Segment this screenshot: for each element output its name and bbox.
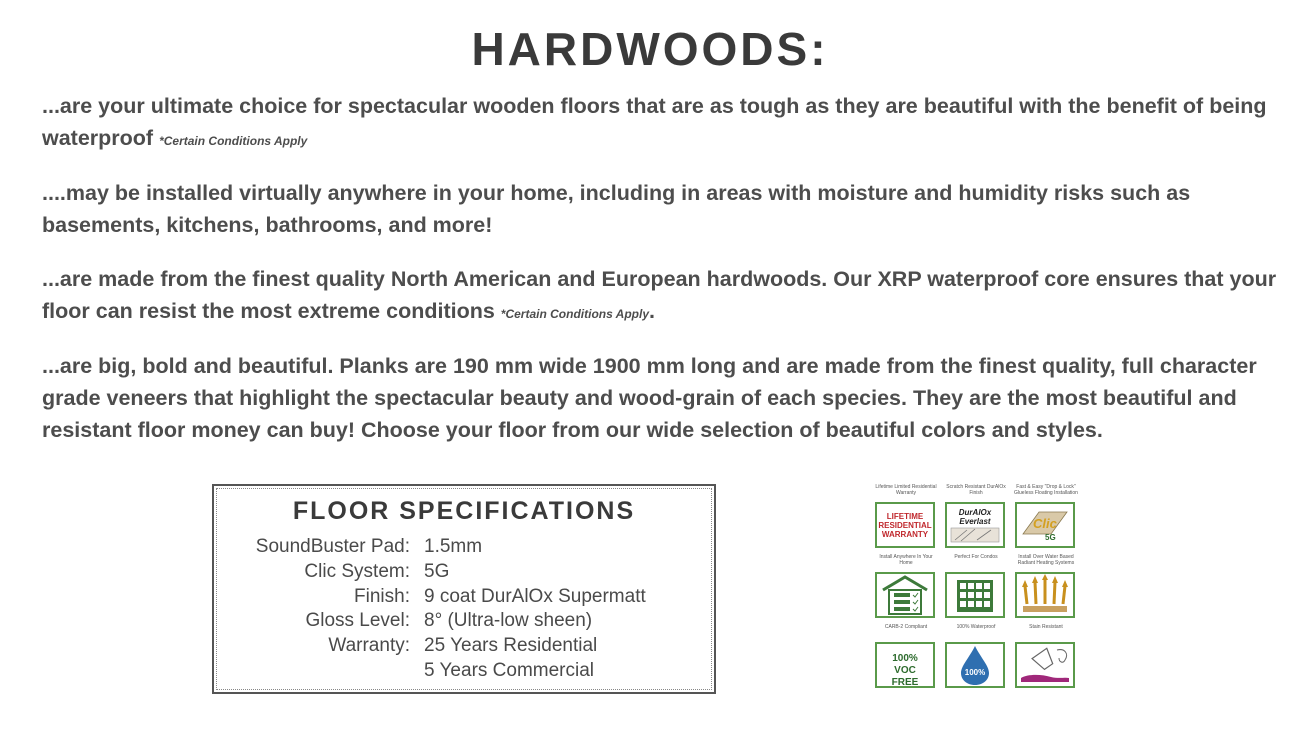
badge-caption: Stain Resistant bbox=[1029, 624, 1063, 630]
clic-icon bbox=[1015, 502, 1075, 548]
conditions-note: *Certain Conditions Apply bbox=[159, 134, 308, 148]
spec-row-clic-system bbox=[214, 561, 714, 586]
water-drop-graphic bbox=[947, 644, 1003, 686]
spec-label: Warranty: bbox=[328, 635, 410, 656]
badge-condos bbox=[942, 554, 1010, 624]
specifications-title: FLOOR SPECIFICATIONS bbox=[292, 497, 636, 525]
badge-icon-text: 100% VOC FREE bbox=[891, 653, 919, 688]
house-graphic bbox=[877, 574, 933, 616]
spec-value: 5 Years Commercial bbox=[424, 660, 595, 681]
heating-graphic bbox=[1017, 574, 1073, 616]
badge-radiant-heating bbox=[1012, 554, 1080, 624]
floor-specifications-box bbox=[212, 484, 716, 694]
badge-icon-text: DurAlOx Everlast bbox=[958, 508, 992, 526]
badge-voc-free bbox=[872, 624, 940, 694]
clic-graphic bbox=[1017, 504, 1073, 546]
paragraph-text: ...are your ultimate choice for spectacular wooden floors that are as tough as they are beautiful with the benefit of being waterproof bbox=[42, 94, 1267, 150]
scratch-graphic bbox=[947, 526, 1003, 546]
spilled-glass-graphic bbox=[1017, 644, 1073, 686]
house-icon bbox=[875, 572, 935, 618]
badge-caption: Install Over Water Based Radiant Heating Systems bbox=[1017, 554, 1075, 566]
badge-caption: 100% Waterproof bbox=[956, 624, 996, 630]
badge-caption: Fast & Easy "Drop & Lock" Glueless Floating Installation bbox=[1014, 484, 1078, 496]
waterproof-icon bbox=[945, 642, 1005, 688]
condo-icon bbox=[945, 572, 1005, 618]
spec-row-warranty-commercial bbox=[214, 660, 714, 685]
spec-label: Gloss Level: bbox=[305, 610, 410, 631]
spec-label: SoundBuster Pad: bbox=[255, 536, 410, 557]
spec-value: 25 Years Residential bbox=[424, 635, 598, 656]
paragraph-finest-quality bbox=[42, 263, 1282, 330]
badge-caption: Install Anywhere In Your Home bbox=[879, 554, 933, 566]
heating-icon bbox=[1015, 572, 1075, 618]
paragraph-big-bold-beautiful bbox=[42, 350, 1282, 446]
spec-value: 9 coat DurAlOx Supermatt bbox=[424, 586, 646, 607]
warranty-icon bbox=[875, 502, 935, 548]
spec-row-finish bbox=[214, 586, 714, 611]
badge-clic bbox=[1012, 484, 1080, 554]
svg-text:5G: 5G bbox=[1045, 533, 1056, 542]
badge-waterproof bbox=[942, 624, 1010, 694]
paragraph-install-anywhere bbox=[42, 177, 1282, 241]
badge-icon-text: 100% bbox=[964, 668, 986, 677]
badge-duralox bbox=[942, 484, 1010, 554]
badge-caption: Scratch Resistant DurAlOx Finish bbox=[946, 484, 1006, 496]
badge-icon-text: LIFETIME RESIDENTIAL WARRANTY bbox=[878, 512, 932, 539]
spec-row-gloss-level bbox=[214, 610, 714, 635]
conditions-note: *Certain Conditions Apply bbox=[500, 307, 650, 321]
condo-graphic bbox=[947, 574, 1003, 616]
paragraph-ultimate-choice bbox=[42, 90, 1282, 157]
spec-row-warranty bbox=[214, 635, 714, 660]
page-title: HARDWOODS: bbox=[471, 23, 829, 75]
badge-install-anywhere bbox=[872, 554, 940, 624]
feature-badges bbox=[870, 484, 1084, 696]
paragraph-text: ...are made from the finest quality North American and European hardwoods. Our XRP waterproof core ensures that your floor can resist the most extreme conditions bbox=[42, 267, 1277, 323]
badge-caption: Lifetime Limited Residential Warranty bbox=[875, 484, 937, 496]
svg-text:Clic: Clic bbox=[1033, 516, 1057, 531]
spec-value: 8° (Ultra-low sheen) bbox=[424, 610, 593, 631]
badge-lifetime-warranty bbox=[872, 484, 940, 554]
spec-value: 5G bbox=[424, 561, 450, 582]
spec-row-soundbuster bbox=[214, 536, 714, 561]
badge-caption: Perfect For Condos bbox=[954, 554, 998, 560]
voc-icon bbox=[875, 642, 935, 688]
paragraph-tail: . bbox=[649, 299, 655, 323]
spec-label: Finish: bbox=[354, 586, 410, 607]
badge-stain-resistant bbox=[1012, 624, 1080, 694]
badge-caption: CARB-2 Compliant bbox=[884, 624, 928, 630]
paragraph-text: ...are big, bold and beautiful. Planks are 190 mm wide 1900 mm long and are made from the finest quality, full character grade veneers that highlight the spectacular beauty and wood-grain of each species. They are the most beautiful and resistant floor money can buy! Choose your floor from our wide selection of beautiful colors and styles. bbox=[42, 354, 1257, 442]
duralox-icon bbox=[945, 502, 1005, 548]
paragraph-text: ....may be installed virtually anywhere in your home, including in areas with moisture and humidity risks such as basements, kitchens, bathrooms, and more! bbox=[42, 181, 1191, 237]
stain-icon bbox=[1015, 642, 1075, 688]
spec-value: 1.5mm bbox=[424, 536, 483, 557]
spec-label: Clic System: bbox=[304, 561, 410, 582]
